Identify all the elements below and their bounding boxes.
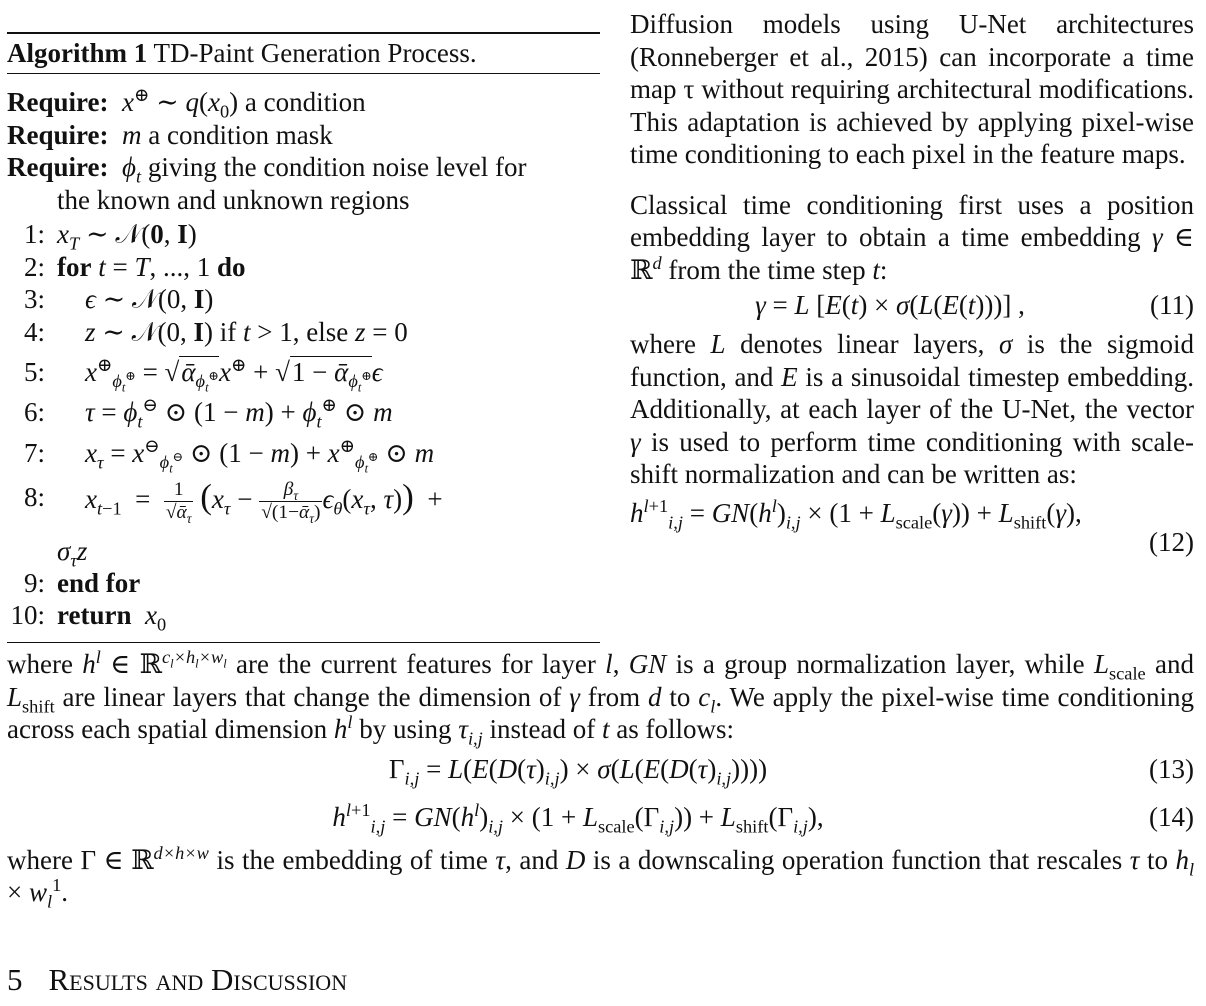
equation-11-number: (11) [1150,289,1194,320]
paragraph-where-L: where L denotes linear layers, σ is the sigmoid function, and E is a sinusoidal timestep embedding. Additionally, at each layer of the U-Net, the vector γ is used to perform time conditioning with scale-shift normalization and can be written as: [630,329,1195,489]
algorithm-step-6: 6: $\tau = \phi_t^⊖$ ⊙ $(1 - m) + \phi_t^\oplus$ ⊙ m [23,395,393,432]
paragraph-where-gamma: where Γ ∈ ℝ$^{d\times h\times w}$ is the embedding of time τ, and D is a downscaling operation function that rescales τ to $h_l \times w_l^1$. [7,842,1195,912]
equation-12: $h^{l+1}_{i,j} = GN(h^l)_{i,j} \times (1 + L_{scale}(\gamma)) + L_{shift}(\gamma)$, [630,495,1082,532]
algorithm-step-4: 4: z ∼ 𝒩(0, I) if t > 1, else z = 0 [23,316,408,347]
require-line-1: Require: x⊕ ∼ $q(x_0)$ a condition [7,85,366,122]
algorithm-step-2: 2: for t = T, ..., 1 do [23,251,246,282]
algorithm-requirements [7,86,600,216]
algorithm-caption [7,34,600,74]
require-line-3: Require: $\phi_t$ giving the condition noise level for [7,152,527,187]
algorithm-box [7,32,600,643]
require-line-3-cont: the known and unknown regions [57,184,410,215]
section-title: Results and Discussion [48,962,348,997]
equation-14: $h^{l+1}_{i,j} = GN(h^l)_{i,j} \times (1 + L_{scale}(\Gamma_{i,j})) + L_{shift}(\Gamma_{i,j})$, (14) [332,800,1194,837]
section-heading [7,960,347,1000]
algorithm-step-3: 3: ϵ ∼ 𝒩(0, I) [23,284,214,314]
algorithm-title: TD-Paint Generation Process. [153,38,477,68]
algorithm-bottom-rule [7,642,600,643]
algorithm-step-9: 9: end for [23,567,141,598]
algorithm-label: Algorithm 1 [7,38,148,68]
right-column [630,8,1194,555]
algorithm-step-7: 7: $x_\tau = x^⊖_{\phi_t^⊖}$ ⊙ $(1 - m) + x^\oplus_{\phi_t^\oplus}$ ⊙ m [23,435,435,476]
algorithm-steps [7,218,600,635]
paragraph-classical-conditioning: Classical time conditioning first uses a position embedding layer to obtain a time embedding γ ∈ ℝ$^d$ from the time step t: [630,189,1194,285]
paragraph-where-h: where $h^l$ ∈ ℝ$^{c_l\times h_l\times w_l}$ are the current features for layer l, GN is a group normalization layer, while $L_{scale}$ and $L_{shift}$ are linear layers that change the dimension of γ from d to $c_l$. We apply the pixel-wise time conditioning across each spatial dimension $h^l$ by using $\tau_{i,j}$ instead of t as follows: [7,647,1195,749]
algorithm-step-1: 1: $x_T$ ∼ 𝒩(0, I) [23,219,197,254]
equation-13-number: (13) [1149,754,1194,785]
algorithm-step-10: 10: return $x_0$ [10,600,167,635]
equation-12-number: (12) [1149,527,1194,557]
paragraph-unet: Diffusion models using U-Net architectures (Ronneberger et al., 2015) can incorporate a time map τ without requiring architectural modifications. This adaptation is achieved by applying pixel-wise time conditioning to each pixel in the feature maps. [630,9,1194,169]
full-width-text [7,647,1195,912]
require-line-2: Require: m a condition mask [7,119,333,150]
equation-14-number: (14) [1149,802,1194,833]
section-number: 5 [7,962,23,997]
equation-13: $\Gamma_{i,j} = L(E(D(\tau)_{i,j}) \times \sigma(L(E(D(\tau)_{i,j}))))$ (13) [388,754,1194,789]
algorithm-step-8-cont: $\sigma_\tau z$ [57,535,88,570]
equation-11: γ = L [E(t) × σ(L(E(t)))] , (11) [755,289,1194,320]
algorithm-step-5: 5: $x^\oplus_{\phi_t^\oplus}$ = √ᾱ$_{\phi_t^\oplus}$x⊕ + √1 − ᾱ$_{\phi_t^\oplus}$ϵ [23,355,383,396]
algorithm-step-8: 8: $x_{t-1}$ = $\frac{1}{√ᾱ_\tau}$ ($x_\tau$ − $\frac{\beta_\tau}{√(1-ᾱ_\tau)}$ $\epsilon_\theta(x_\tau$, τ)) + [23,476,443,526]
